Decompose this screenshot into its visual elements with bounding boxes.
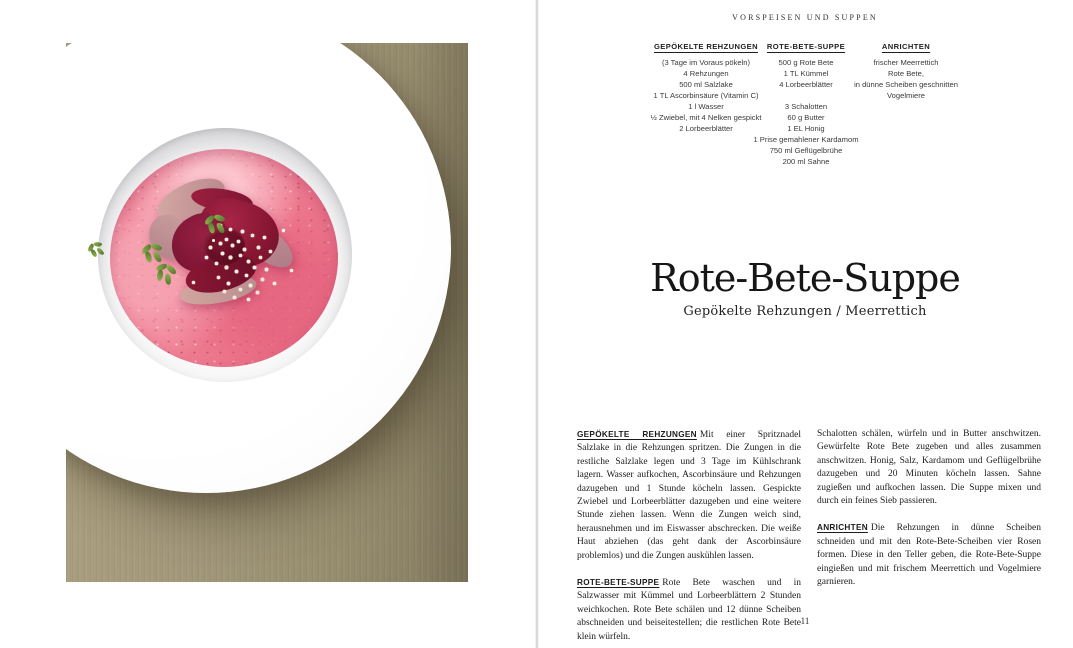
method-column-left bbox=[577, 428, 801, 648]
ingredient-header: ROTE-BETE-SUPPE bbox=[766, 42, 846, 51]
ingredient-line: 1 Prise gemahlener Kardamom bbox=[753, 135, 859, 144]
ingredient-column-anrichten bbox=[826, 41, 986, 101]
running-head: VORSPEISEN UND SUPPEN bbox=[732, 13, 878, 22]
ingredient-line: 1 EL Honig bbox=[787, 124, 825, 133]
method-column-right bbox=[817, 428, 1041, 602]
ingredient-line: 1 TL Ascorbinsäure (Vitamin C) bbox=[653, 91, 759, 100]
herb-sprig bbox=[203, 216, 227, 236]
ingredient-line: 3 Schalotten bbox=[784, 102, 828, 111]
ingredient-header: ANRICHTEN bbox=[881, 42, 931, 51]
ingredient-line: in dünne Scheiben geschnitten bbox=[854, 80, 958, 89]
recipe-subtitle: Gepökelte Rehzungen / Meerrettich bbox=[683, 304, 927, 319]
ingredient-line: 500 g Rote Bete bbox=[778, 58, 834, 67]
page-number: 11 bbox=[800, 616, 810, 626]
ingredient-line: 200 ml Sahne bbox=[782, 157, 830, 166]
ingredient-line: 4 Rehzungen bbox=[683, 69, 729, 78]
dish-photo bbox=[66, 43, 468, 582]
method-text: Die Rehzungen in dünne Scheiben schneiden und mit den Rote-Bete-Scheiben vier Rosen formen. Diese in den Teller geben, die Rote-Bete-Suppe eingießen und mit frischem Meerrettich und Vogelmiere garnieren. bbox=[817, 523, 1041, 588]
ingredient-line: 500 ml Salzlake bbox=[679, 80, 733, 89]
ingredient-line: (3 Tage im Voraus pökeln) bbox=[661, 58, 751, 67]
garnish-rose bbox=[163, 193, 293, 308]
recipe-page bbox=[537, 0, 1073, 648]
ingredient-header: GEPÖKELTE REHZUNGEN bbox=[653, 42, 759, 51]
method-paragraph bbox=[817, 521, 1041, 589]
method-paragraph bbox=[577, 576, 801, 644]
horseradish-shavings bbox=[212, 239, 215, 242]
ingredient-line: frischer Meerrettich bbox=[873, 58, 939, 67]
method-text: Rote Bete waschen und in Salzwasser mit Kümmel und Lorbeerblättern 2 Stunden weichkochen. Rote Bete schälen und 12 dünne Scheiben abschneiden und beiseitestellen; die restlichen Rote Bete klein würfeln. bbox=[577, 578, 801, 642]
method-lead: ROTE-BETE-SUPPE bbox=[577, 578, 660, 588]
recipe-title: Rote-Bete-Suppe bbox=[650, 256, 960, 300]
ingredient-line: 750 ml Geflügelbrühe bbox=[769, 146, 843, 155]
method-paragraph bbox=[577, 428, 801, 563]
method-paragraph bbox=[817, 428, 1041, 508]
ingredient-group bbox=[826, 57, 986, 101]
ingredient-line: 2 Lorbeerblätter bbox=[679, 124, 733, 133]
ingredient-line: 60 g Butter bbox=[787, 113, 825, 122]
ingredient-group bbox=[726, 101, 886, 167]
ingredient-line: 4 Lorbeerblätter bbox=[779, 80, 833, 89]
method-text: Schalotten schälen, würfeln und in Butter anschwitzen. Gewürfelte Rote Bete zugeben und alles zusammen anschwitzen. Honig, Salz, Kardamom und Geflügelbrühe dazugeben und 20 Minuten köcheln lassen. Sahne zugießen und aufkochen lassen. Die Suppe mixen und durch ein feines Sieb passieren. bbox=[817, 429, 1041, 507]
ingredient-line: Vogelmiere bbox=[887, 91, 925, 100]
method-lead: ANRICHTEN bbox=[817, 523, 868, 533]
ingredient-line: ½ Zwiebel, mit 4 Nelken gespickt bbox=[650, 113, 762, 122]
ingredient-line: 1 l Wasser bbox=[688, 102, 724, 111]
ingredient-line: Rote Bete, bbox=[888, 69, 924, 78]
method-lead: GEPÖKELTE REHZUNGEN bbox=[577, 430, 697, 439]
title-block bbox=[537, 257, 1073, 319]
method-text: Mit einer Spritznadel Salzlake in die Rehzungen spritzen. Die Zungen in die restliche Salzlake legen und 3 Tage im Kühlschrank lagern. Wasser aufkochen, Ascorbinsäure und Rehzungen dazugeben und 1 Stunde köcheln lassen. Gespickte Zwiebel und Lorbeerblätter dazugeben und eine weitere Stunde ziehen lassen. Wenn die Zungen weich sind, herausnehmen und im Eiswasser abschrecken. Die weiße Haut abziehen (das geht dank der Ascorbinsäure problemlos) und die Zungen auskühlen lassen. bbox=[577, 430, 801, 561]
ingredient-line: 1 TL Kümmel bbox=[783, 69, 829, 78]
